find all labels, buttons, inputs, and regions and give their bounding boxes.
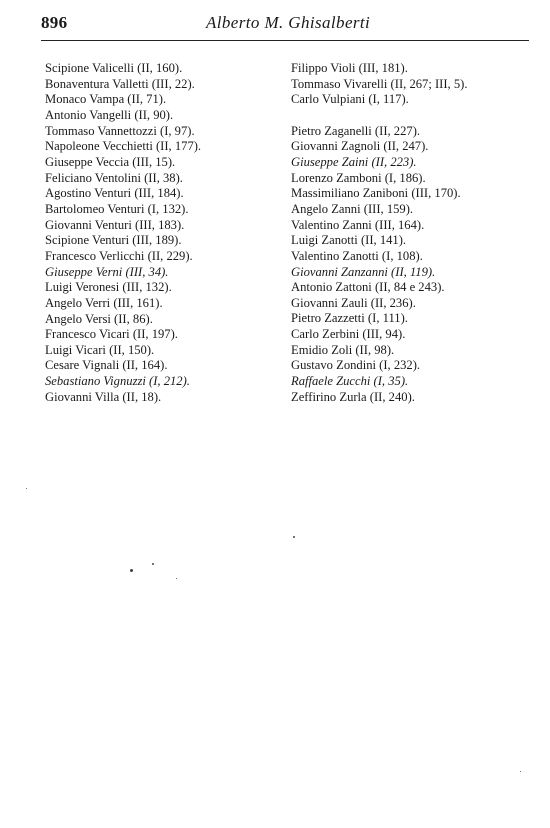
index-entry: Scipione Venturi (III, 189). xyxy=(45,233,182,248)
index-entry: Angelo Versi (II, 86). xyxy=(45,311,153,326)
index-entry: Giovanni Zanzanni (II, 119). xyxy=(291,264,436,279)
running-title: Alberto M. Ghisalberti xyxy=(206,13,371,32)
index-entry: Monaco Vampa (II, 71). xyxy=(45,92,167,107)
index-entry: Zeffirino Zurla (II, 240). xyxy=(291,389,415,404)
index-entry: Giovanni Zauli (II, 236). xyxy=(291,295,416,310)
index-entry: Filippo Violi (III, 181). xyxy=(291,61,408,75)
index-entry: Agostino Venturi (III, 184). xyxy=(45,186,184,201)
index-entry: Lorenzo Zamboni (I, 186). xyxy=(291,170,426,185)
index-entry: Tommaso Vannettozzi (I, 97). xyxy=(45,123,195,138)
index-entry: Carlo Vulpiani (I, 117). xyxy=(291,92,409,107)
index-entry: Gustavo Zondini (I, 232). xyxy=(291,358,421,373)
index-entry: Giovanni Venturi (III, 183). xyxy=(45,217,185,232)
scan-speck xyxy=(293,536,295,538)
index-entry: Francesco Verlicchi (II, 229). xyxy=(45,248,193,263)
index-entry: Tommaso Vivarelli (II, 267; III, 5). xyxy=(291,76,468,91)
index-entry: Angelo Zanni (III, 159). xyxy=(291,201,414,216)
index-entry: Antonio Vangelli (II, 90). xyxy=(45,107,174,122)
index-entry: Giuseppe Verni (III, 34). xyxy=(45,264,169,279)
index-entry: Angelo Verri (III, 161). xyxy=(45,295,163,310)
index-entry: Valentino Zanotti (I, 108). xyxy=(291,248,423,263)
index-entry: Bonaventura Valletti (III, 22). xyxy=(45,76,195,91)
index-entry: Raffaele Zucchi (I, 35). xyxy=(291,374,409,389)
index-entry: Antonio Zattoni (II, 84 e 243). xyxy=(291,280,445,295)
scan-speck xyxy=(520,771,521,772)
index-entry: Emidio Zoli (II, 98). xyxy=(291,342,395,357)
index-column-left xyxy=(45,61,275,405)
index-entry: Luigi Vicari (II, 150). xyxy=(45,342,155,357)
scan-speck xyxy=(176,578,177,579)
index-entry: Giuseppe Zaini (II, 223). xyxy=(291,154,417,169)
index-entry: Carlo Zerbini (III, 94). xyxy=(291,327,406,342)
index-entry: Francesco Vicari (II, 197). xyxy=(45,327,178,342)
index-entry: Feliciano Ventolini (II, 38). xyxy=(45,170,183,185)
page-header xyxy=(41,13,529,39)
index-entry: Bartolomeo Venturi (I, 132). xyxy=(45,201,189,216)
index-entry: Giuseppe Veccia (III, 15). xyxy=(45,154,176,169)
index-entry: Valentino Zanni (III, 164). xyxy=(291,217,425,232)
index-entry: Luigi Veronesi (III, 132). xyxy=(45,280,172,295)
index-entry: Pietro Zaganelli (II, 227). xyxy=(291,123,421,138)
index-entry: Luigi Zanotti (II, 141). xyxy=(291,233,407,248)
scan-speck xyxy=(152,563,154,565)
header-rule xyxy=(41,40,529,41)
scan-speck xyxy=(26,488,27,489)
section-gap xyxy=(291,108,531,124)
index-entry: Giovanni Villa (II, 18). xyxy=(45,389,162,404)
index-entry: Giovanni Zagnoli (II, 247). xyxy=(291,139,429,154)
index-entry: Massimiliano Zaniboni (III, 170). xyxy=(291,186,461,201)
index-entry: Napoleone Vecchietti (II, 177). xyxy=(45,139,202,154)
index-entry: Cesare Vignali (II, 164). xyxy=(45,358,168,373)
index-entry: Pietro Zazzetti (I, 111). xyxy=(291,311,408,326)
index-entry: Sebastiano Vignuzzi (I, 212). xyxy=(45,374,190,389)
page-number: 896 xyxy=(41,13,68,32)
index-entry: Scipione Valicelli (II, 160). xyxy=(45,61,183,75)
index-column-right xyxy=(291,61,531,405)
scan-speck xyxy=(130,569,133,572)
